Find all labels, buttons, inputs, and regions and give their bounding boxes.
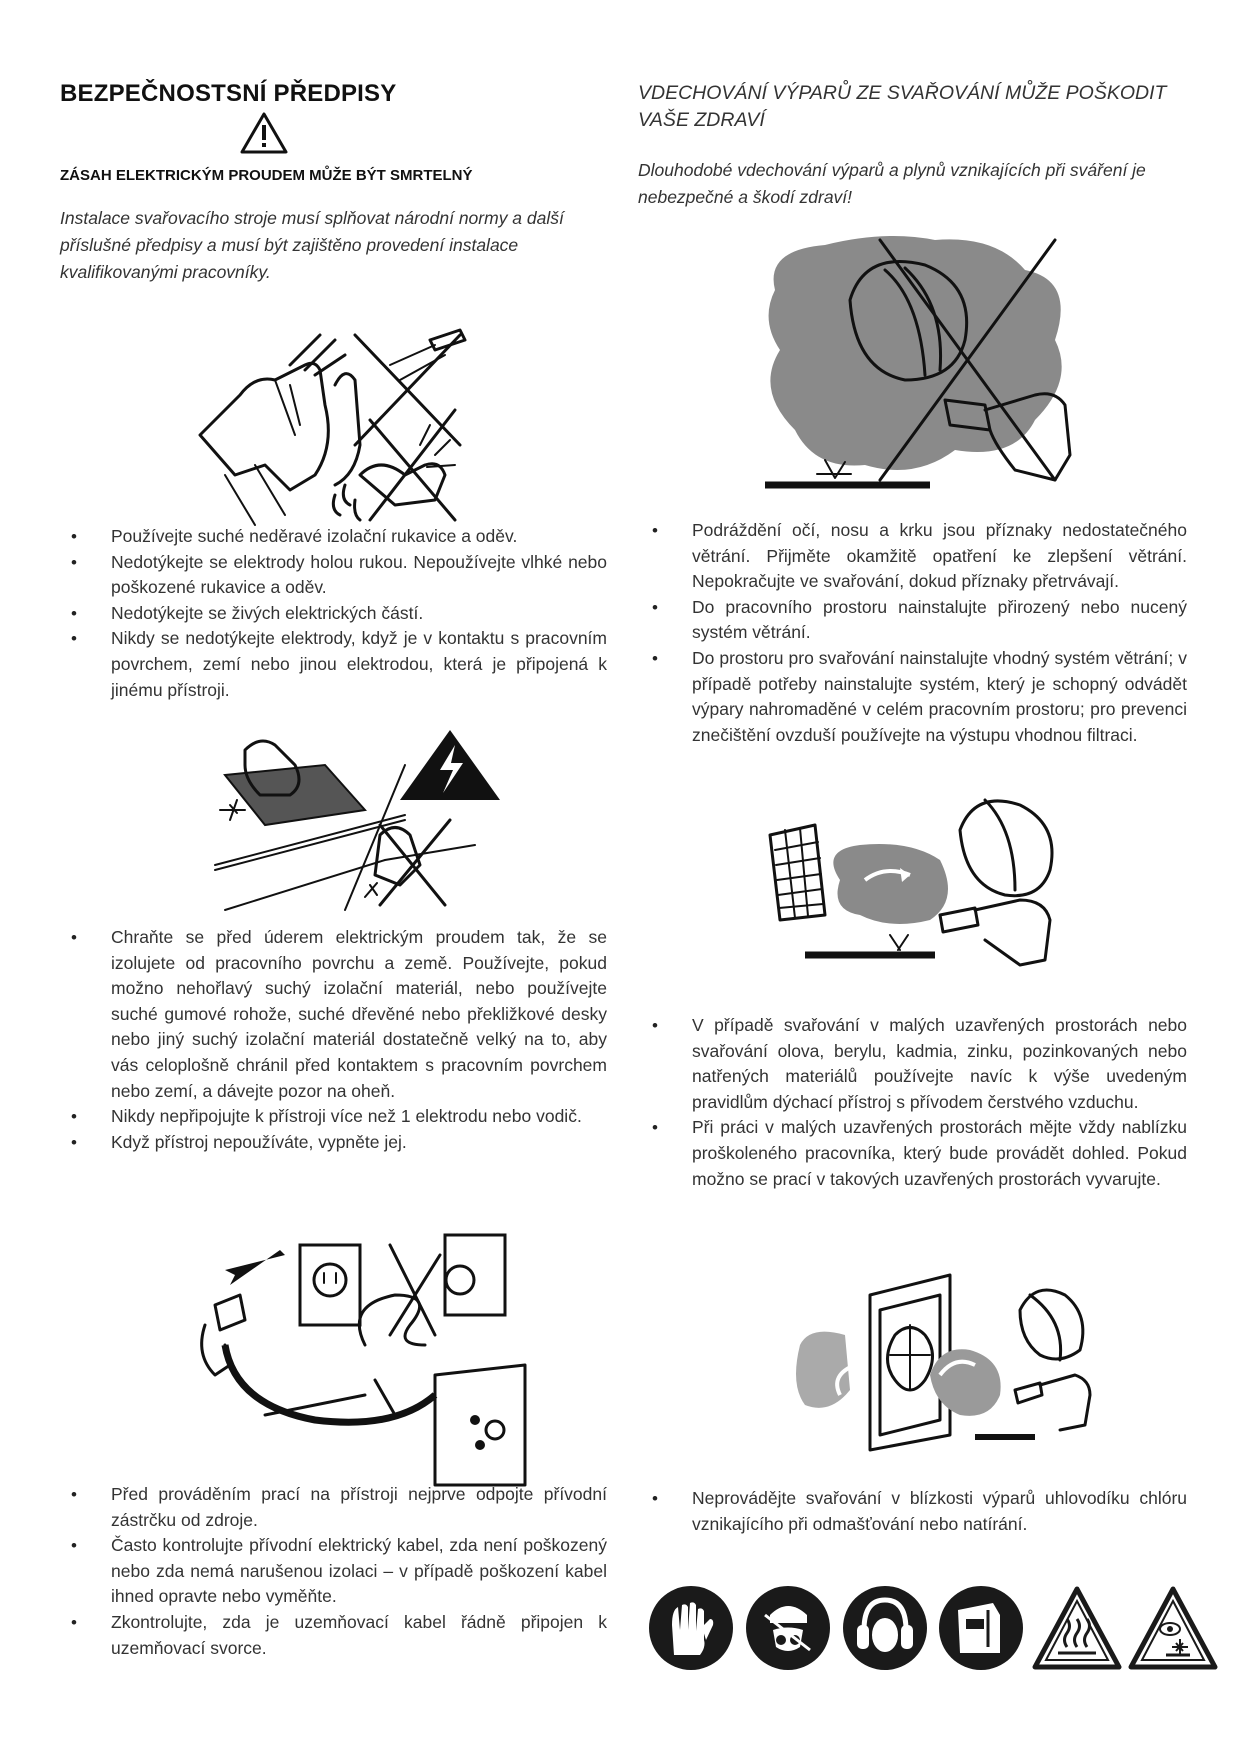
eye-hazard-icon [1128,1585,1218,1671]
respirator-icon [745,1585,831,1671]
fumes-list-2 [692,1013,1187,1192]
list-item: • Když přístroj nepoužíváte, vypněte jej. [111,1130,607,1156]
fumes-list-3 [692,1486,1187,1537]
list-item: • Před prováděním prací na přístroji nejprve odpojte přívodní zástrčku od zdroje. [111,1482,607,1533]
list-item: • Chraňte se před úderem elektrickým proudem tak, že se izolujete od pracovního povrchu a země. Používejte, pokud možno nehořlavý suchý izolační materiál, nebo používejte suché gumové rohože, suché dřevěné nebo překližkové desky nebo jiný suchý izolační materiál dostatečně velký na to, aby vás celoplošně chránil před kontaktem s pracovním povrchem nebo zemí, a dávejte pozor na oheň. [111,925,607,1104]
list-item: • Nikdy se nedotýkejte elektrody, když je v kontaktu s pracovním povrchem, zemí nebo jinou elektrodou, která je připojená k jinému přístroji. [111,626,607,703]
page-title: BEZPEČNOSTSNÍ PŘEDPISY [60,80,397,107]
list-item: • Do pracovního prostoru nainstalujte přirozený nebo nucený systém větrání. [692,595,1187,646]
electric-shock-list-2 [111,925,607,1155]
fume-extraction-illustration [760,790,1080,990]
list-item: • Nikdy nepřipojujte k přístroji více než 1 elektrodu nebo vodič. [111,1104,607,1130]
list-item: • Nedotýkejte se živých elektrických částí. [111,601,607,627]
gloves-icon [648,1585,734,1671]
fumes-title: VDECHOVÁNÍ VÝPARŮ ZE SVAŘOVÁNÍ MŮŽE POŠKODIT VAŠE ZDRAVÍ [638,82,1167,131]
fumes-intro: Dlouhodobé vdechování výparů a plynů vznikajících při sváření je nebezpečné a škodí zdraví! [638,160,1146,207]
fumes-welder-illustration [755,230,1085,500]
welding-mask-icon [938,1585,1024,1671]
gloves-illustration [195,325,525,525]
list-item: • Používejte suché neděravé izolační rukavice a oděv. [111,524,607,550]
hot-surface-icon [1032,1585,1122,1671]
electric-shock-list-1 [111,524,607,703]
list-item: • Často kontrolujte přívodní elektrický kabel, zda není poškozený nebo zda nemá narušenou izolaci – v případě poškození kabel ihned opravte nebo vyměňte. [111,1533,607,1610]
list-item: • Do prostoru pro svařování nainstalujte vhodný systém větrání; v případě potřeby nainstalujte systém, který je schopný odvádět výpary nahromaděné v celém pracovním prostoru; pro prevenci znečištění ovzduší používejte na výstupu vhodnou filtraci. [692,646,1187,748]
list-item: • Neprovádějte svařování v blízkosti výparů uhlovodíku chlóru vznikajícího při odmašťování nebo natírání. [692,1486,1187,1537]
list-item: • Nedotýkejte se elektrody holou rukou. Nepoužívejte vlhké nebo poškozené rukavice a oděv. [111,550,607,601]
electric-shock-list-3 [111,1482,607,1661]
list-item: • Při práci v malých uzavřených prostorách mějte vždy nablízku proškoleného pracovníka, který bude provádět dohled. Pokud možno se prací v takových uzavřených prostorách vyvarujte. [692,1115,1187,1192]
intro-text: Instalace svařovacího stroje musí splňovat národní normy a další příslušné předpisy a musí být zajištěno provedení instalace kvalifikovanými pracovníky. [60,208,564,282]
ear-protection-icon [842,1585,928,1671]
exhaust-fan-illustration [790,1265,1095,1450]
insulation-mat-illustration [215,725,505,915]
warning-triangle-icon [240,112,288,154]
list-item: • Podráždění očí, nosu a krku jsou příznaky nedostatečného větrání. Přijměte okamžitě opatření ke zlepšení větrání. Nepokračujte ve svařování, dokud příznaky přetrvávají. [692,518,1187,595]
list-item: • V případě svařování v malých uzavřených prostorách nebo svařování olova, berylu, kadmia, zinku, pozinkovaných nebo natřených materiálů používejte navíc k výše uvedeným pravidlům dýchací přístroj s přívodem čerstvého vzduchu. [692,1013,1187,1115]
list-item: • Zkontrolujte, zda je uzemňovací kabel řádně připojen k uzemňovací svorce. [111,1610,607,1661]
fumes-list-1 [692,518,1187,748]
unplug-illustration [195,1225,525,1485]
section-subtitle: ZÁSAH ELEKTRICKÝM PROUDEM MŮŽE BÝT SMRTELNÝ [60,167,473,184]
